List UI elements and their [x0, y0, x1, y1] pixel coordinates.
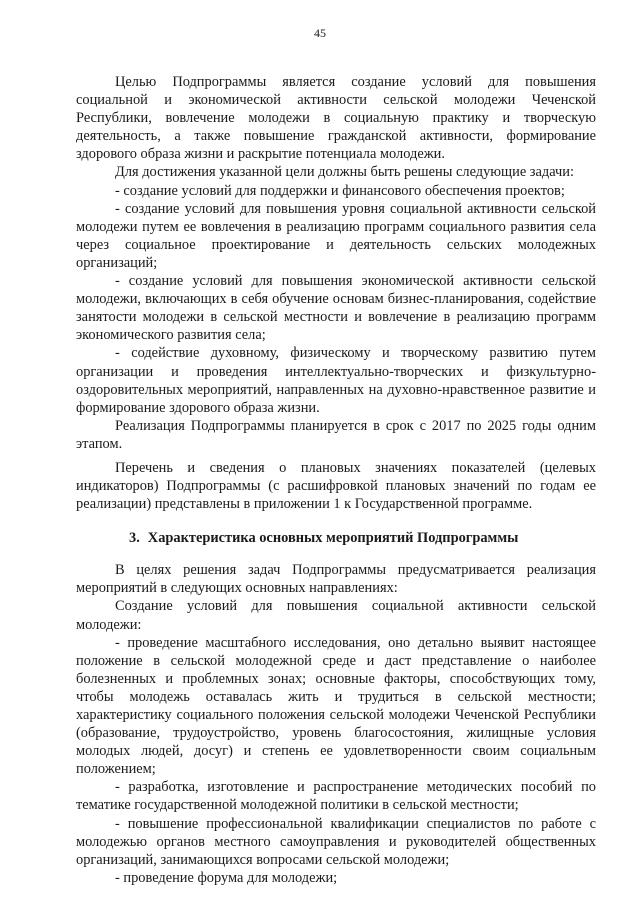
list-item-task-3: - создание условий для повышения экономической активности сельской молодежи, включающих в себя обучение основам бизнес-планирования, содействие занятости молодежи в сельской местности и вовлечение в реализацию программ экономического развития села; — [76, 273, 596, 344]
paragraph-goal: Целью Подпрограммы является создание условий для повышения социальной и экономической активности сельской молодежи Чеченской Республики, вовлечение молодежи в социальную практику и творческую деятельность, а также повышение гражданской активности, формирование здорового образа жизни и раскрытие потенциала молодежи. — [76, 74, 596, 163]
list-item-measure-1: - проведение масштабного исследования, оно детально выявит настоящее положение в сельской молодежной среде и даст представление о наиболее болезненных и проблемных зонах; основные факторы, способствующих тому, чтобы молодежь оставалась жить и трудиться в сельской местности; характеристику социального положения сельской молодежи Чеченской Республики (образование, трудоустройство, уровень благосостояния, жилищные условия молодых людей, досуг) и степень ее удовлетворенности своим социальным положением; — [76, 634, 596, 778]
paragraph-timeline: Реализация Подпрограммы планируется в срок с 2017 по 2025 годы одним этапом. — [76, 417, 596, 452]
section-heading — [76, 529, 596, 547]
page-number: 45 — [314, 26, 326, 40]
list-item-task-4: - содействие духовному, физическому и творческому развитию путем организации и проведения интеллектуально-творческих и физкультурно-оздоровительных мероприятий, направленных на духовно-нравственное развитие и формирование здорового образа жизни. — [76, 345, 596, 416]
paragraph-direction-social: Создание условий для повышения социальной активности сельской молодежи: — [76, 598, 596, 633]
section-title: Характеристика основных мероприятий Подпрограммы — [147, 530, 519, 547]
list-item-measure-3: - повышение профессиональной квалификации специалистов по работе с молодежью органов местного самоуправления и руководителей общественных организаций, занимающихся вопросами сельской молодежи; — [76, 815, 596, 868]
paragraph-tasks-intro: Для достижения указанной цели должны быть решены следующие задачи: — [115, 164, 574, 181]
paragraph-indicators: Перечень и сведения о плановых значениях показателей (целевых индикаторов) Подпрограммы (с расшифровкой плановых значений по годам ее реализации) представлены в приложении 1 к Государственной программе. — [76, 459, 596, 513]
list-item-task-1: - создание условий для поддержки и финансового обеспечения проектов; — [115, 182, 565, 199]
paragraph-directions-intro: В целях решения задач Подпрограммы предусматривается реализация мероприятий в следующих основных направлениях: — [76, 562, 596, 597]
document-body — [76, 73, 596, 887]
list-item-task-2: - создание условий для повышения уровня социальной активности сельской молодежи путем ее вовлечения в реализацию программ социального развития села через социальное проектирование и деятельность сельских молодежных организаций; — [76, 200, 596, 271]
section-number: 3. — [129, 530, 140, 547]
list-item-measure-4: - проведение форума для молодежи; — [115, 869, 338, 886]
list-item-measure-2: - разработка, изготовление и распространение методических пособий по тематике государственной молодежной политики в сельской местности; — [76, 779, 596, 814]
